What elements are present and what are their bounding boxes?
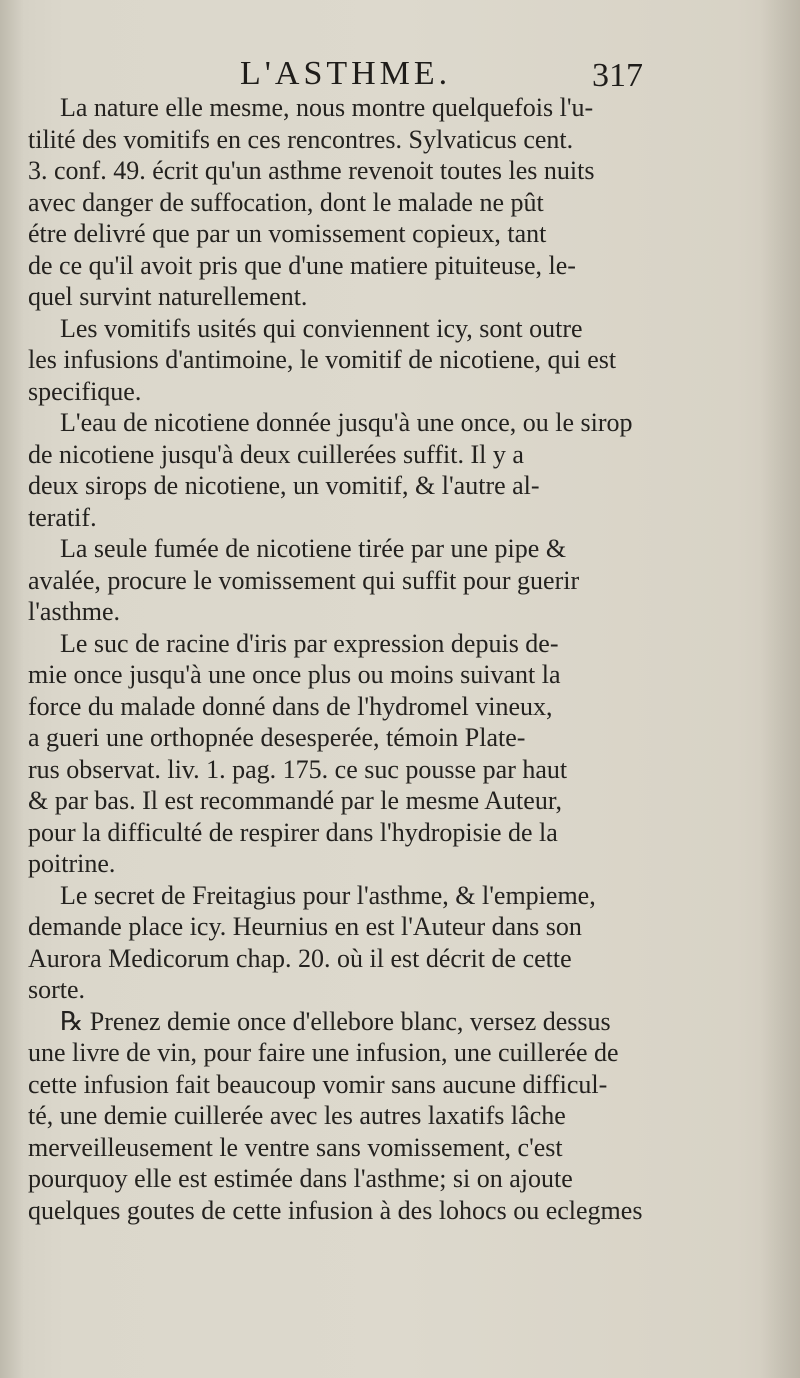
text-line: mie once jusqu'à une once plus ou moins suivant la — [28, 660, 561, 689]
text-line: force du malade donné dans de l'hydromel vineux, — [28, 691, 553, 721]
text-line: specifique. — [28, 376, 142, 406]
text-line: ℞ Prenez demie once d'ellebore blanc, versez dessus — [60, 1006, 611, 1036]
text-line: La seule fumée de nicotiene tirée par une pipe & — [60, 534, 567, 563]
text-line: demande place icy. Heurnius en est l'Auteur dans son — [28, 912, 582, 941]
text-line: té, une demie cuillerée avec les autres laxatifs lâche — [28, 1101, 566, 1130]
text-line: pourquoy elle est estimée dans l'asthme; si on ajoute — [28, 1164, 573, 1193]
page-shadow-left — [0, 0, 24, 1378]
text-line: a gueri une orthopnée desesperée, témoin Plate- — [28, 723, 526, 752]
text-line: tilité des vomitifs en ces rencontres. Sylvaticus cent. — [28, 124, 574, 154]
running-title: L'ASTHME. — [240, 55, 452, 92]
text-line: poitrine. — [28, 849, 116, 878]
text-line: une livre de vin, pour faire une infusion, une cuillerée de — [28, 1038, 619, 1067]
text-line: quelques goutes de cette infusion à des lohocs ou eclegmes — [28, 1195, 643, 1225]
page-shadow-right — [760, 0, 800, 1378]
text-line: deux sirops de nicotiene, un vomitif, & l'autre al- — [28, 471, 540, 500]
text-line: teratif. — [28, 502, 97, 532]
text-line: avalée, procure le vomissement qui suffit pour guerir — [28, 565, 580, 595]
text-line: l'asthme. — [28, 597, 121, 626]
text-line: La nature elle mesme, nous montre quelquefois l'u- — [60, 93, 594, 122]
text-line: Le suc de racine d'iris par expression depuis de- — [60, 628, 559, 658]
text-line: merveilleusement le ventre sans vomissement, c'est — [28, 1132, 563, 1162]
text-line: rus observat. liv. 1. pag. 175. ce suc pousse par haut — [28, 754, 568, 784]
text-line: Aurora Medicorum chap. 20. où il est décrit de cette — [28, 943, 572, 973]
text-line: L'eau de nicotiene donnée jusqu'à une once, ou le sirop — [60, 408, 633, 437]
body-text — [28, 92, 678, 1226]
text-line: Les vomitifs usités qui conviennent icy, sont outre — [60, 313, 583, 343]
text-line: 3. conf. 49. écrit qu'un asthme revenoit toutes les nuits — [28, 156, 595, 185]
page-number: 317 — [592, 57, 643, 94]
text-line: quel survint naturellement. — [28, 282, 308, 311]
text-line: étre delivré que par un vomissement copieux, tant — [28, 219, 547, 248]
text-line: de nicotiene jusqu'à deux cuillerées suffit. Il y a — [28, 439, 524, 469]
page-header — [0, 55, 800, 95]
text-line: les infusions d'antimoine, le vomitif de nicotiene, qui est — [28, 345, 617, 374]
text-line: sorte. — [28, 975, 86, 1004]
text-line: cette infusion fait beaucoup vomir sans aucune difficul- — [28, 1069, 608, 1099]
text-line: pour la difficulté de respirer dans l'hydropisie de la — [28, 817, 558, 847]
text-line: & par bas. Il est recommandé par le mesme Auteur, — [28, 786, 562, 815]
text-line: de ce qu'il avoit pris que d'une matiere pituiteuse, le- — [28, 250, 576, 280]
text-line: Le secret de Freitagius pour l'asthme, & l'empieme, — [60, 880, 596, 910]
text-line: avec danger de suffocation, dont le malade ne pût — [28, 187, 544, 217]
